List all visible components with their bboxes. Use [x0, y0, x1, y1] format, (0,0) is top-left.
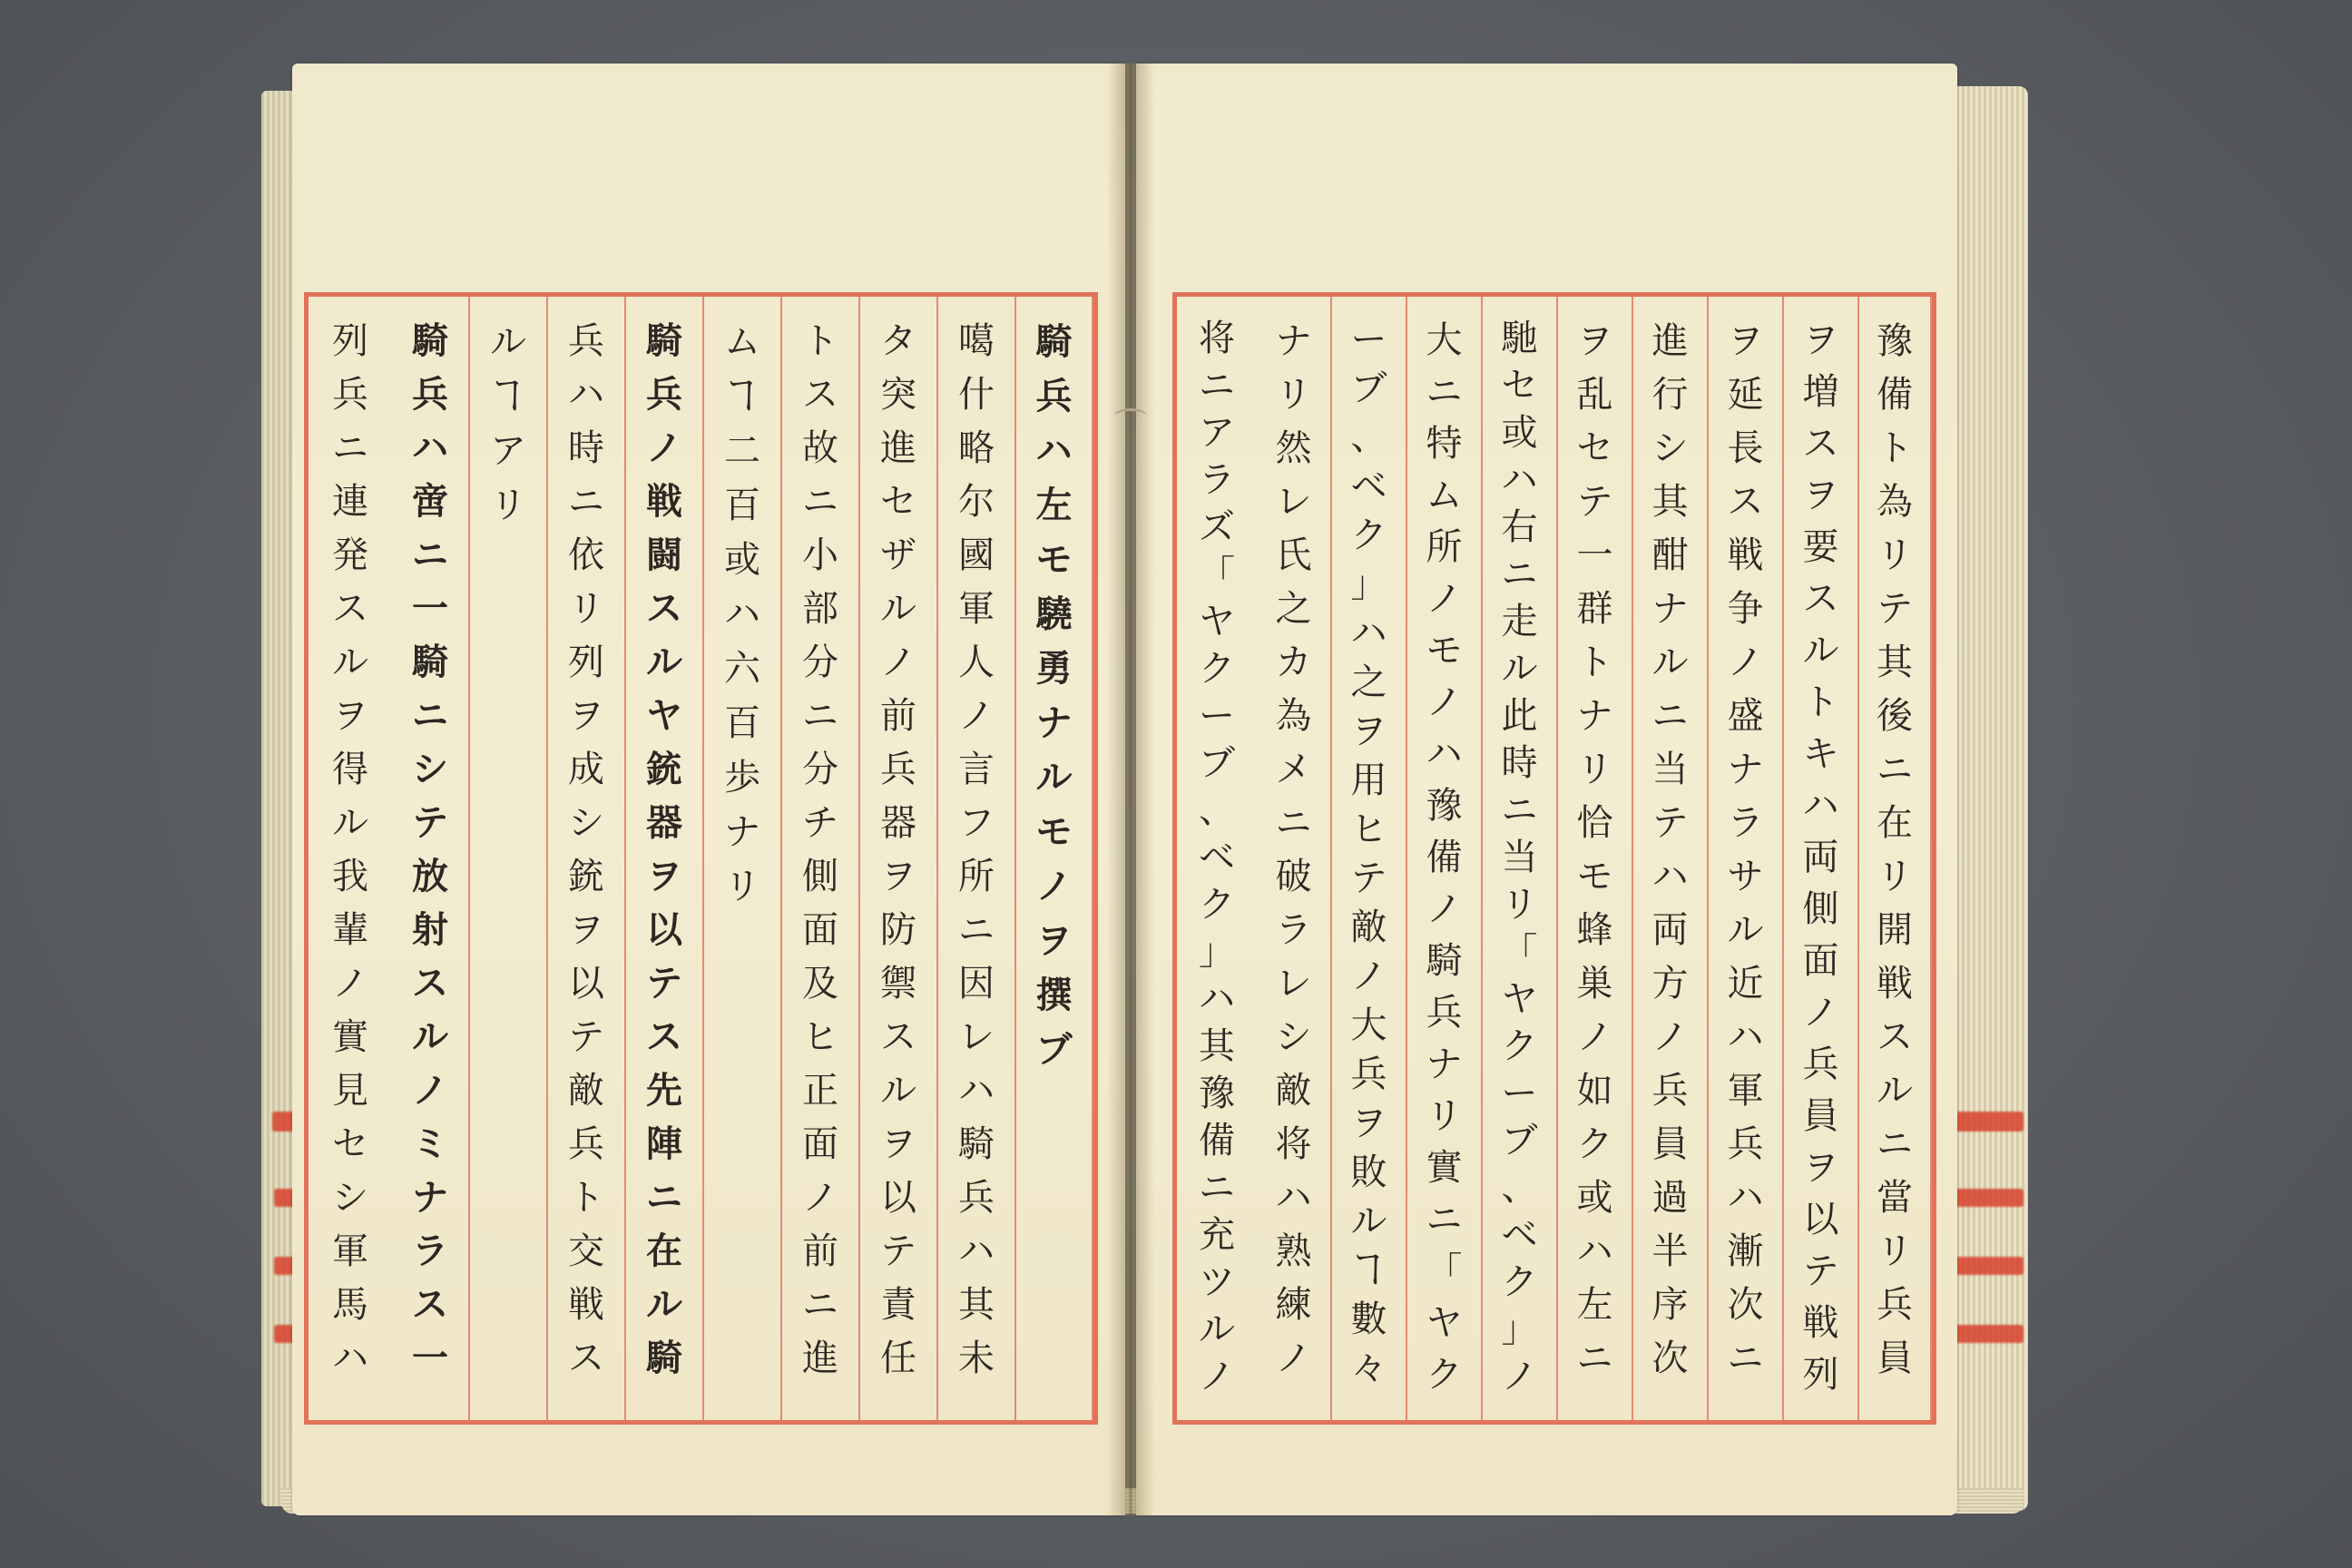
column-text: 列 兵 ニ 連 発 ス ル ヲ 得 ル 我 輩 ノ 實 見 セ シ 軍 馬 ハ — [332, 320, 368, 1379]
text-column — [392, 297, 470, 1420]
text-column — [1177, 297, 1257, 1420]
text-column — [1558, 297, 1633, 1420]
text-column — [1483, 297, 1558, 1420]
edge-ink-mark — [1951, 1257, 2024, 1275]
column-text: ル ヿ ア リ — [490, 321, 526, 526]
column-text: ヲ 乱 セ テ 一 群 ト ナ リ 恰 モ 蜂 巣 ノ 如 ク 或 ハ 左 ニ — [1576, 320, 1613, 1379]
column-text: ナ リ 然 レ 氏 之 カ 為 メ ニ 破 ラ レ シ 敵 将 ハ 熟 練 ノ — [1275, 320, 1312, 1379]
column-text: ト ス 故 ニ 小 部 分 ニ 分 チ 側 面 及 ヒ 正 面 ノ 前 ニ 進 — [802, 320, 838, 1379]
edge-ink-mark — [1951, 1325, 2024, 1343]
text-column — [1784, 297, 1859, 1420]
edge-ink-mark — [1951, 1189, 2024, 1207]
column-text: 騎 兵 ハ 啻 ニ 一 騎 ニ シ テ 放 射 ス ル ノ ミ ナ ラ ス 一 — [412, 320, 448, 1379]
text-column — [626, 297, 704, 1420]
text-column — [309, 297, 392, 1420]
column-text: ム ヿ 二 百 或 ハ 六 百 歩 ナ リ — [724, 321, 760, 907]
text-column — [1859, 297, 1932, 1420]
edge-ink-mark — [1951, 1112, 2024, 1132]
column-text: 騎 兵 ハ 左 モ 驍 勇 ナ ル モ ノ ヲ 撰 ブ — [1035, 321, 1073, 1071]
text-column — [1633, 297, 1709, 1420]
column-text: ヲ 増 ス ヲ 要 ス ル ト キ ハ 両 側 面 ノ 兵 員 ヲ 以 テ 戦 列 — [1802, 319, 1839, 1396]
book-gutter — [1107, 64, 1154, 1515]
text-column — [860, 297, 938, 1420]
column-text: 馳 セ 或 ハ 右 ニ 走 ル 此 時 ニ 当 リ 「 ヤ ク ー ブ 、 ベ ク 」 ノ — [1501, 318, 1538, 1397]
column-text: 進 行 シ 其 酣 ナ ル ニ 当 テ ハ 両 方 ノ 兵 員 過 半 序 次 — [1651, 320, 1689, 1379]
column-text: 噶 什 略 尔 國 軍 人 ノ 言 フ 所 ニ 因 レ ハ 騎 兵 ハ 其 未 — [958, 320, 995, 1379]
text-column — [782, 297, 860, 1420]
column-text: ー ブ 、 ベ ク 」 ハ 之 ヲ 用 ヒ テ 敵 ノ 大 兵 ヲ 敗 ル ヿ 數 々 — [1350, 318, 1387, 1389]
text-column — [704, 297, 782, 1420]
column-text: ヲ 延 長 ス 戦 争 ノ 盛 ナ ラ サ ル 近 ハ 軍 兵 ハ 漸 次 ニ — [1727, 320, 1764, 1379]
column-text: 将 ニ ア ラ ズ 「 ヤ ク ー ブ 、 ベ ク 」 ハ 其 豫 備 ニ 充 ツ ル ノ — [1199, 318, 1235, 1397]
column-text: タ 突 進 セ ザ ル ノ 前 兵 器 ヲ 防 禦 ス ル ヲ 以 テ 責 任 — [880, 320, 916, 1379]
right-page-text-frame — [1172, 292, 1936, 1425]
text-column — [1407, 297, 1483, 1420]
column-text: 兵 ハ 時 ニ 依 リ 列 ヲ 成 シ 銃 ヲ 以 テ 敵 兵 ト 交 戦 ス — [568, 320, 604, 1379]
text-column — [1016, 297, 1093, 1420]
text-column — [548, 297, 626, 1420]
text-column — [1257, 297, 1332, 1420]
text-column — [1709, 297, 1784, 1420]
column-text: 大 ニ 特 ム 所 ノ モ ノ ハ 豫 備 ノ 騎 兵 ナ リ 實 ニ 「 ヤ ク — [1426, 319, 1463, 1396]
right-page-edges — [1951, 86, 2028, 1511]
left-page-text-frame — [304, 292, 1098, 1425]
text-column — [470, 297, 548, 1420]
text-column — [1332, 297, 1407, 1420]
page-crease-mark — [1114, 408, 1147, 424]
text-column — [938, 297, 1016, 1420]
column-text: 豫 備 ト 為 リ テ 其 後 ニ 在 リ 開 戦 ス ル ニ 當 リ 兵 員 — [1877, 320, 1913, 1379]
column-text: 騎 兵 ノ 戦 闘 ス ル ヤ 銃 器 ヲ 以 テ ス 先 陣 ニ 在 ル 騎 — [646, 320, 682, 1379]
